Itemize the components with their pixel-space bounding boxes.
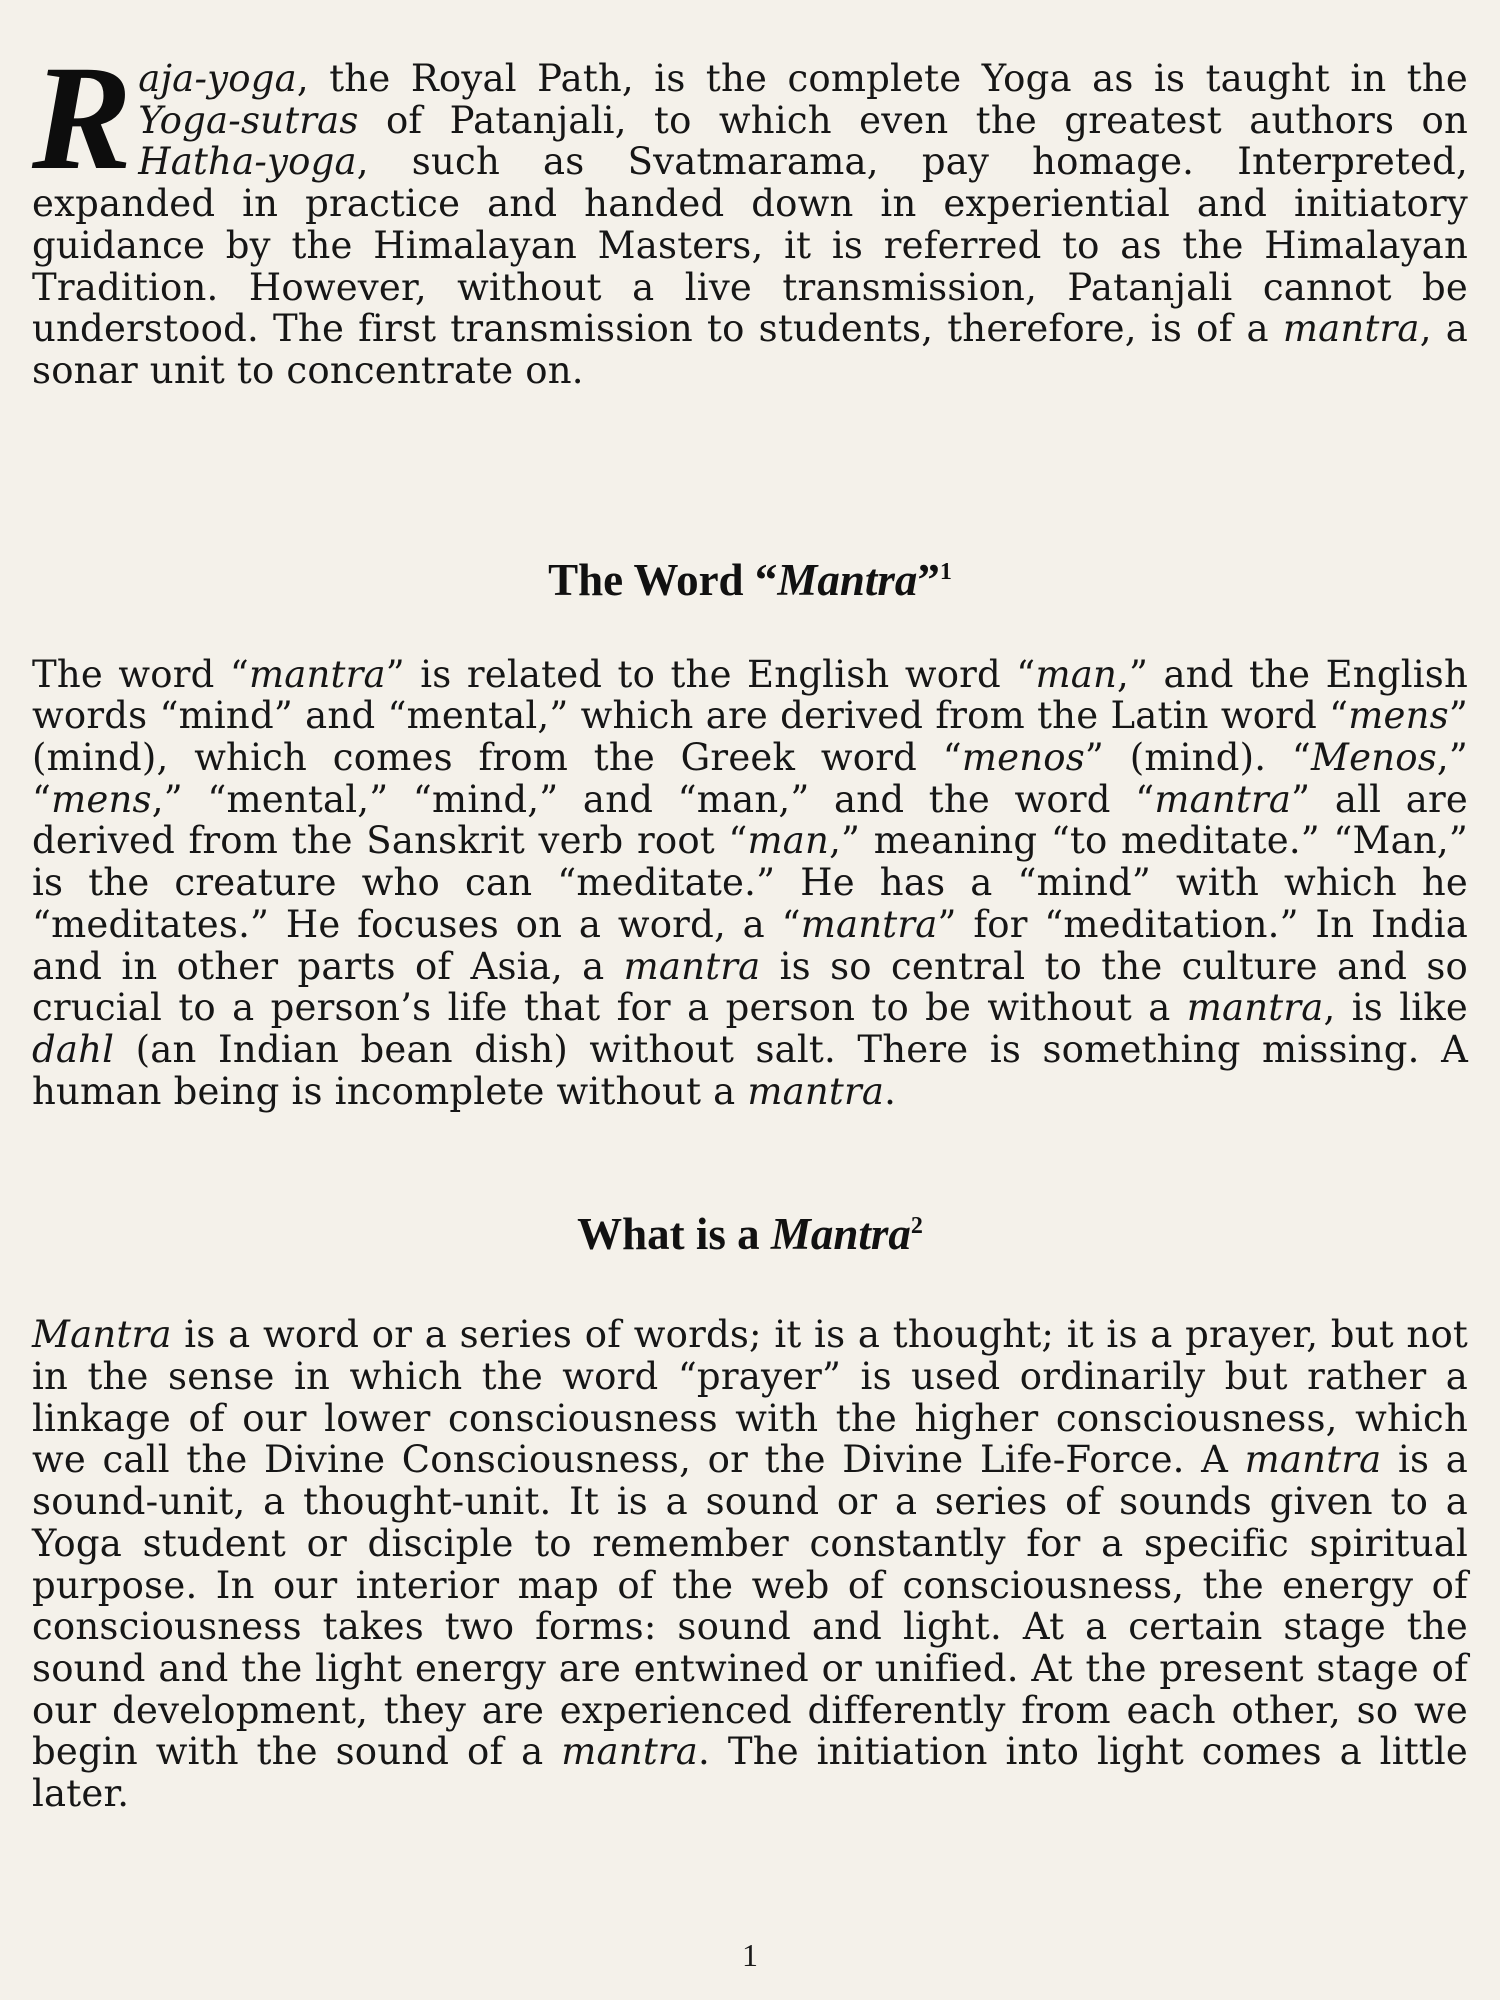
italic-run: mantra (561, 1730, 699, 1774)
paragraph-what-is-mantra (32, 1314, 1468, 1814)
italic-run: mantra (1282, 307, 1420, 351)
italic-run: mantra (800, 902, 938, 946)
paragraph-text (32, 653, 1468, 1113)
page-number: 1 (742, 1937, 758, 1973)
footnote-marker: 2 (910, 1213, 923, 1240)
text-run: The word “ (32, 652, 249, 696)
text-run: is a sound-unit, a thought-unit. It is a sound or a series of sounds given to a Yoga student or disciple to remember constantly for a specific spiritual purpose. In our interior map of the web of consciousness, the energy of consciousness takes two forms: sound and light. At a certain stage the sound and the light energy are entwined or unified. At the present stage of our development, they are experienced differently from each other, so we begin with the sound of a (32, 1438, 1469, 1774)
italic-run: aja-yoga (138, 57, 297, 100)
paragraph-raja-yoga (32, 35, 1468, 392)
italic-run: dahl (32, 1027, 115, 1071)
italic-run: mantra (248, 652, 386, 696)
italic-run: Mantra (32, 1313, 172, 1357)
text-run: ” (mind), which comes from the Greek word “ (32, 694, 1468, 780)
italic-run: Yoga-sutras (138, 98, 359, 142)
paragraph-text (32, 35, 1468, 392)
italic-run: mens (51, 777, 152, 821)
text-run: is so central to the culture and so crucial to a person’s life that for a person to be without a (32, 944, 1469, 1030)
text-run: , is like (1323, 986, 1468, 1030)
italic-run: man (747, 819, 830, 863)
italic-run: mantra (747, 1069, 885, 1113)
text-run: , a sonar unit to concentrate on. (32, 307, 1468, 392)
text-run: ” for “meditation.” In India and in other parts of Asia, a (32, 902, 1468, 988)
text-run: is a word or a series of words; it is a thought; it is a prayer, but not in the sense in which the word “prayer” is used ordinarily but rather a linkage of our lower consciousness with the higher consciousness, which we call the Divine Consciousness, or the Divine Life-Force. A (32, 1313, 1468, 1482)
paragraph-text (32, 1313, 1468, 1815)
text-run: (an Indian bean dish) without salt. There is something missing. A human being is incomplete without a (32, 1027, 1468, 1113)
text-run: , the Royal Path, is the complete Yoga as is taught in the (296, 57, 1468, 100)
italic-run: mantra (623, 944, 761, 988)
text-run: ” (mind). “ (1084, 736, 1312, 780)
footnote-marker: 1 (939, 558, 952, 585)
text-run: ,” “ (32, 736, 1468, 821)
heading-the-word-mantra: The Word “Mantra”$^1$ (548, 554, 952, 605)
italic-run: mantra (1186, 986, 1324, 1030)
italic-run: Hatha-yoga (138, 140, 357, 184)
italic-run: mantra (1244, 1438, 1382, 1482)
italic-run: Menos (1311, 736, 1437, 780)
heading-what-is-a-mantra: What is a Mantra$^2$ (577, 1209, 923, 1260)
text-run: . (884, 1069, 897, 1113)
text-run: ” is related to the English word “ (385, 652, 1036, 696)
italic-run: menos (961, 736, 1085, 780)
paragraph-word-mantra (32, 654, 1468, 1113)
text-run: ” all are derived from the Sanskrit verb root “ (32, 777, 1468, 863)
text-run: , such as Svatmarama, pay homage. Interpreted, expanded in practice and handed down in experiential and initiatory guidance by the Himalayan Masters, it is referred to as the Himalayan Tradition. However, without a live transmission, Patanjali cannot be understood. The first transmission to students, therefore, is of a (32, 140, 1468, 351)
text-run: ,” meaning “to meditate.” “Man,” is the creature who can “meditate.” He has a “mind” with which he “meditates.” He focuses on a word, a “ (32, 819, 1468, 946)
drop-cap-letter: R (32, 35, 133, 201)
italic-run: man (1035, 652, 1118, 696)
text-run: ,” “mental,” “mind,” and “man,” and the word “ (151, 777, 1155, 821)
text-run: ,” and the English words “mind” and “mental,” which are derived from the Latin word “ (32, 652, 1468, 738)
italic-run: mantra (1154, 777, 1292, 821)
book-page (32, 35, 1469, 1816)
italic-run: mens (1348, 694, 1449, 738)
text-run: . The initiation into light comes a little later. (32, 1730, 1468, 1816)
text-run: of Patanjali, to which even the greatest authors on (358, 98, 1468, 142)
